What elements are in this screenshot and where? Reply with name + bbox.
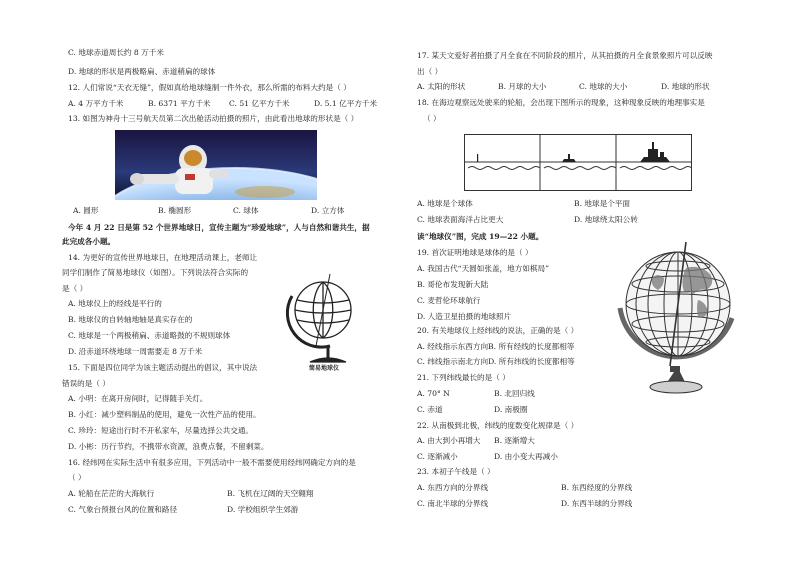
q17-option-d: D. 地球的形状 — [661, 82, 710, 91]
q15-stem-1: 15. 下面是四位同学为该主题活动提出的倡议，其中说法 — [68, 363, 258, 372]
simple-globe-caption: 简易地球仪 — [309, 365, 340, 372]
q20-option-ab: A. 经线指示东西方向B. 所有经线的长度都相等 — [417, 342, 575, 351]
q13-option-a: A. 圆形 — [73, 206, 99, 215]
q23-option-a: A. 东西方向的分界线 — [417, 483, 489, 492]
q22-option-c: C. 逐渐减小 — [417, 452, 458, 461]
q14-option-c: C. 地球是一个两极稍扁、赤道略鼓的不规则球体 — [68, 331, 231, 340]
q14-option-d: D. 沿赤道环绕地球一周需要走 8 万千米 — [68, 347, 203, 356]
q23-option-d: D. 东西半球的分界线 — [561, 499, 633, 508]
q12-option-c: C. 51 亿平方千米 — [229, 99, 290, 108]
q15-stem-2: 错误的是（ ） — [62, 379, 110, 388]
q18-option-b: B. 地球是个平面 — [574, 199, 630, 208]
q12-option-d: D. 5.1 亿平方千米 — [314, 99, 378, 108]
ship-approaching-diagram — [464, 134, 692, 191]
q22-option-d: D. 由小变大再减小 — [494, 452, 558, 461]
q21-option-a: A. 70° N — [417, 389, 450, 398]
q18-stem-2: （ ） — [423, 114, 441, 123]
q20-stem: 20. 有关地球仪上经纬线的说法，正确的是（ ） — [417, 326, 579, 335]
q14-stem-2: 同学们制作了简易地球仪（如图）。下列说法符合实际的 — [62, 268, 249, 277]
q16-option-b: B. 飞机在辽阔的天空翱翔 — [227, 489, 314, 498]
q17-stem-2: 出（ ） — [417, 67, 443, 76]
q15-option-c: C. 珍玲：短途出行时不开私家车，尽量选择公共交通。 — [68, 426, 254, 435]
q14-stem-1: 14. 为更好的宣传世界地球日，在地理活动课上，老师让 — [68, 253, 258, 262]
astronaut-earth-photo — [115, 130, 317, 200]
q19-option-a: A. 我国古代“天圆如张盖，地方如棋局” — [417, 264, 549, 273]
q18-stem-1: 18. 在海边观察远处驶来的轮船，会出现下图所示的现象，这种现象反映的地理事实是 — [417, 98, 705, 107]
q22-stem: 22. 从南极到北极，纬线的度数变化规律是（ ） — [417, 421, 579, 430]
q13-option-c: C. 球体 — [233, 206, 259, 215]
q21-option-c: C. 赤道 — [417, 405, 443, 414]
q23-option-c: C. 南北半球的分界线 — [417, 499, 489, 508]
q23-option-b: B. 东西经度的分界线 — [561, 483, 633, 492]
q22-option-b: B. 逐渐增大 — [494, 436, 535, 445]
q15-option-a: A. 小明：在离开房间时，记得随手关灯。 — [68, 394, 208, 403]
q15-option-b: B. 小红：减少塑料制品的使用，避免一次性产品的使用。 — [68, 410, 261, 419]
q11-option-c: C. 地球赤道周长约 8 万千米 — [68, 48, 164, 57]
q14-stem-3: 是（ ） — [62, 284, 88, 293]
world-globe-illustration — [612, 238, 742, 396]
q11-option-d: D. 地球的形状是两极略扁、赤道稍扁的球体 — [68, 67, 216, 76]
simple-globe-illustration — [280, 266, 360, 374]
q16-option-d: D. 学校组织学生郊游 — [227, 505, 299, 514]
q23-stem: 23. 本初子午线是（ ） — [417, 467, 495, 476]
q12-option-a: A. 4 万平方千米 — [68, 99, 124, 108]
intro-14-16-line2: 此完成各小题。 — [62, 237, 116, 246]
q19-option-c: C. 麦哲伦环球航行 — [417, 296, 481, 305]
q13-option-d: D. 立方体 — [311, 206, 345, 215]
q14-option-b: B. 地球仪的自转轴地轴是真实存在的 — [68, 315, 193, 324]
q17-option-a: A. 太阳的形状 — [417, 82, 466, 91]
q18-option-d: D. 地球绕太阳公转 — [574, 215, 638, 224]
intro-19-22: 读“地球仪”图，完成 19—22 小题。 — [417, 232, 544, 241]
q12-option-b: B. 6371 平方千米 — [148, 99, 211, 108]
q19-stem: 19. 首次证明地球是球体的是（ ） — [417, 248, 533, 257]
q16-option-c: C. 气象台预报台风的位置和路径 — [68, 505, 178, 514]
q15-option-d: D. 小彬：历行节约，不携带水资源，浪费点餐，不留剩菜。 — [68, 442, 269, 451]
q12-stem: 12. 人们常说“天衣无缝”，假如真给地球缝制一件外衣，那么所需的布料大约是（ ） — [68, 83, 351, 92]
q17-option-b: B. 月球的大小 — [498, 82, 547, 91]
q21-option-d: D. 南极圈 — [494, 405, 528, 414]
q21-option-b: B. 北回归线 — [494, 389, 535, 398]
q20-option-cd: C. 纬线指示南北方向D. 所有纬线的长度都相等 — [417, 357, 575, 366]
q16-option-a: A. 轮船在茫茫的大海航行 — [68, 489, 155, 498]
q16-stem-1: 16. 经纬网在实际生活中有很多应用，下列活动中一般不需要使用经纬网确定方向的是 — [68, 458, 356, 467]
q18-option-a: A. 地球是个球体 — [417, 199, 473, 208]
q13-option-b: B. 椭圆形 — [158, 206, 192, 215]
q17-option-c: C. 地球的大小 — [579, 82, 628, 91]
q22-option-a: A. 由大到小再增大 — [417, 436, 481, 445]
q18-option-c: C. 地球表面海洋占比更大 — [417, 215, 504, 224]
q16-stem-2: （ ） — [68, 473, 86, 482]
q19-option-d: D. 人造卫星拍摄的地球照片 — [417, 312, 512, 321]
intro-14-16-line1: 今年 4 月 22 日是第 52 个世界地球日，宣传主题为“珍爱地球”，人与自然和谐共生，据 — [68, 223, 370, 232]
q21-stem: 21. 下列纬线最长的是（ ） — [417, 373, 510, 382]
q14-option-a: A. 地球仪上的经线是平行的 — [68, 299, 162, 308]
q19-option-b: B. 哥伦布发现新大陆 — [417, 280, 489, 289]
q13-stem: 13. 如图为神舟十三号航天员第二次出舱活动拍摄的照片，由此看出地球的形状是（ ） — [68, 114, 359, 123]
q17-stem-1: 17. 某天文爱好者拍摄了月全食在不同阶段的照片，从其拍摄的月全食景象照片可以反映 — [417, 51, 713, 60]
